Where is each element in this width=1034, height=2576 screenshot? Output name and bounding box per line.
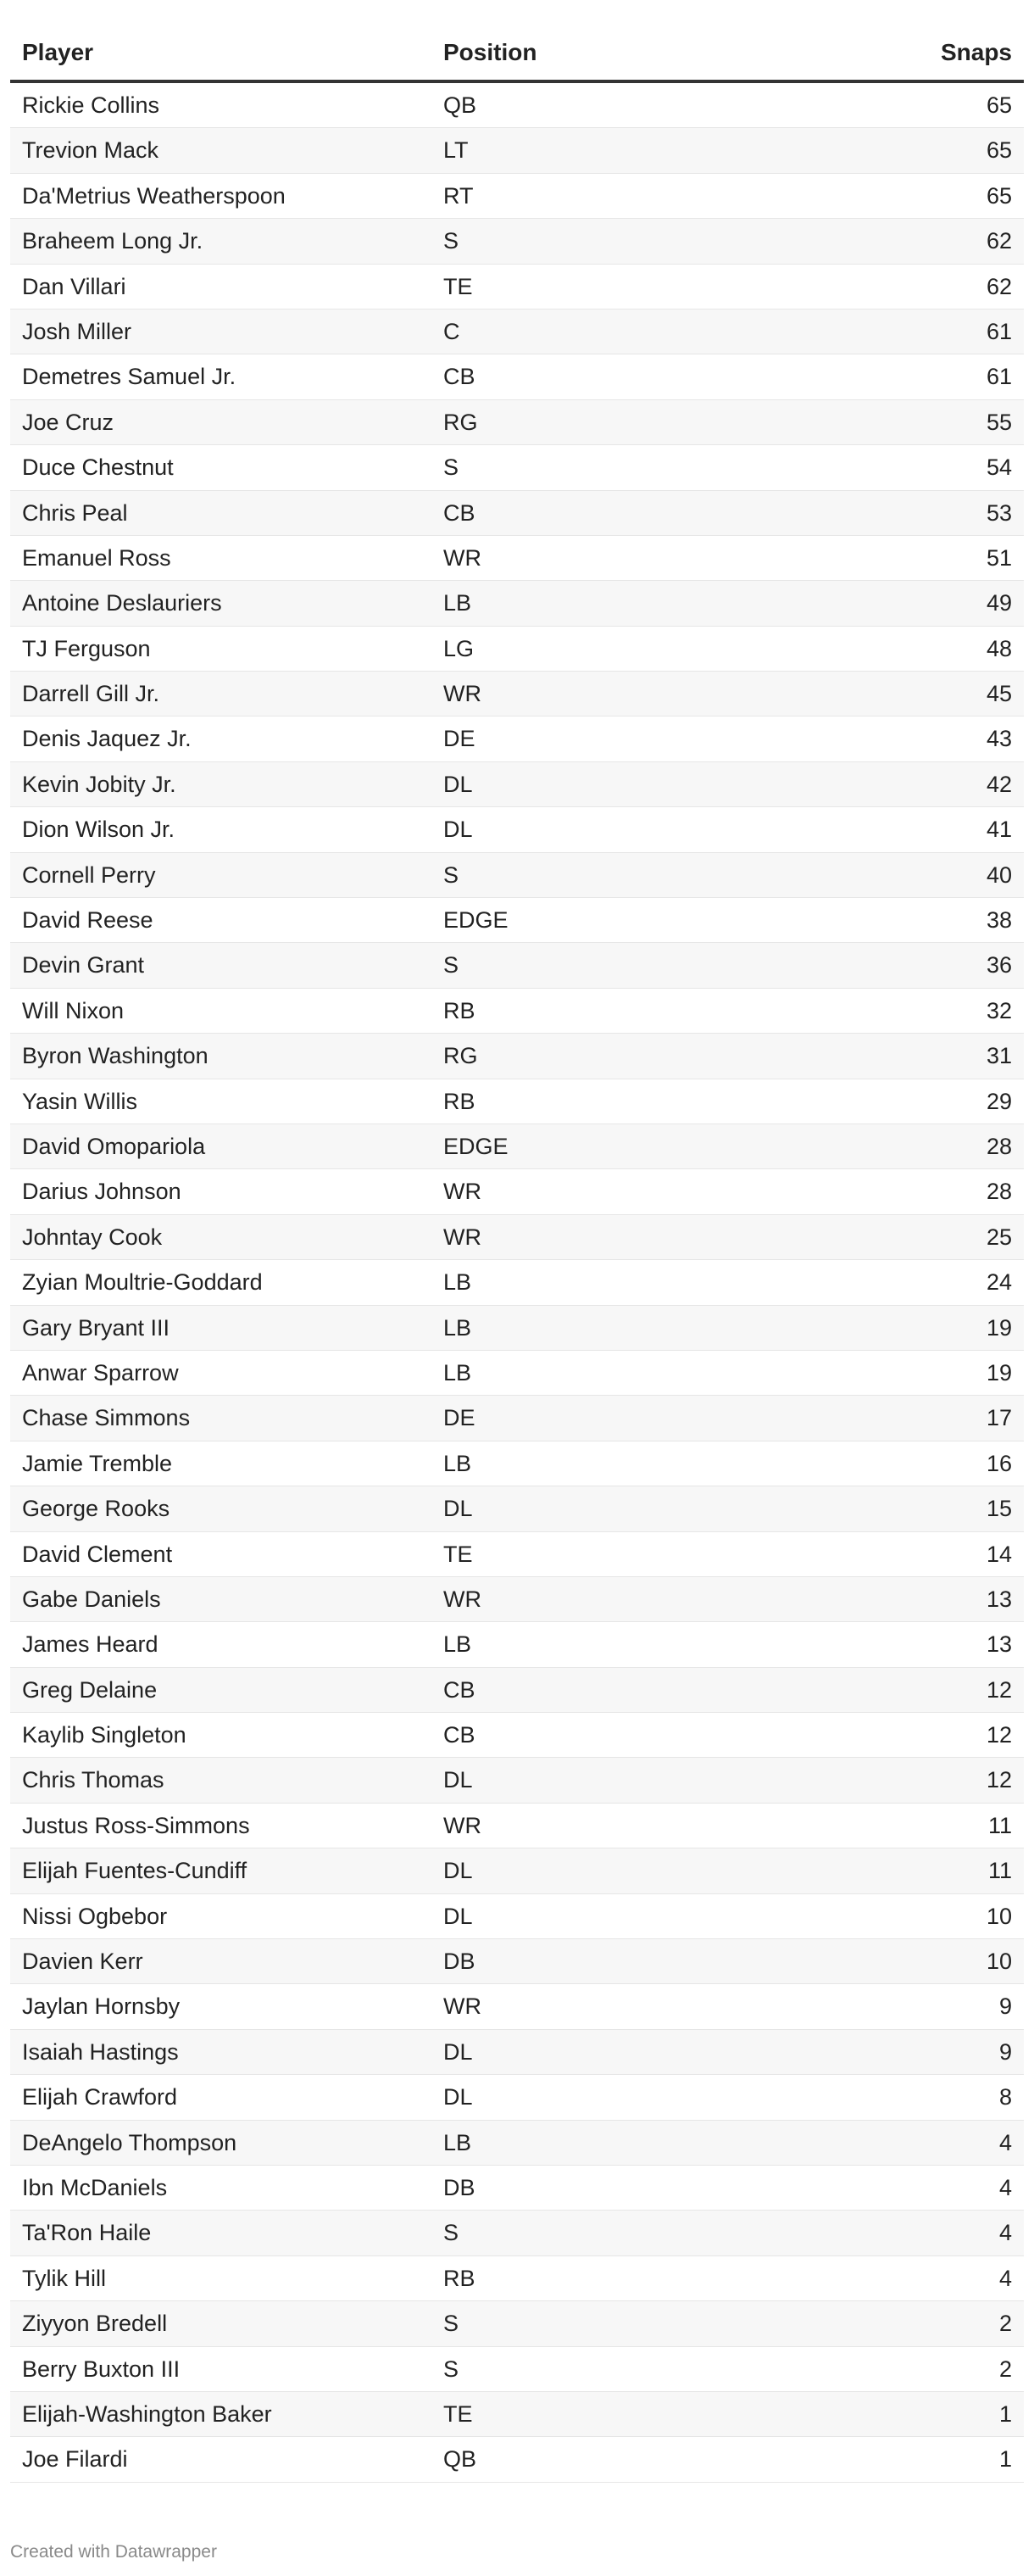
cell-position: LB [443,1631,472,1658]
table-row [10,853,1024,898]
cell-player: DeAngelo Thompson [22,2129,237,2155]
cell-player: Will Nixon [22,997,125,1023]
cell-player: Elijah Crawford [22,2084,178,2110]
table-row [10,1306,1024,1351]
cell-snaps: 53 [986,499,1012,526]
cell-player: Darrell Gill Jr. [22,681,160,707]
cell-snaps: 48 [986,635,1012,661]
table-row [10,2121,1024,2166]
cell-position: RB [443,1088,475,1114]
cell-player: Chris Thomas [22,1767,164,1793]
cell-player: Ibn McDaniels [22,2174,168,2200]
cell-snaps: 62 [986,228,1012,254]
cell-player: Jaylan Hornsby [22,1993,181,2020]
cell-player: Joe Cruz [22,409,114,435]
cell-player: James Heard [22,1631,158,1658]
cell-position: S [443,2220,459,2246]
cell-position: DL [443,1496,473,1522]
footer-credit[interactable]: Created with Datawrapper [10,2542,217,2562]
table-row [10,2030,1024,2075]
cell-position: LG [443,635,475,661]
cell-player: Yasin Willis [22,1088,138,1114]
table-row [10,1668,1024,1713]
cell-position: S [443,2356,459,2382]
cell-snaps: 17 [986,1405,1012,1431]
cell-snaps: 4 [998,2129,1012,2155]
table-row [10,2166,1024,2211]
cell-snaps: 31 [986,1043,1012,1069]
cell-snaps: 2 [998,2311,1012,2337]
cell-position: DL [443,771,473,797]
table-row [10,354,1024,399]
cell-snaps: 28 [986,1179,1012,1205]
cell-position: LB [443,590,472,616]
table-row [10,1351,1024,1396]
cell-position: CB [443,364,475,390]
cell-player: David Reese [22,907,153,934]
cell-snaps: 12 [986,1722,1012,1748]
cell-player: Darius Johnson [22,1179,181,1205]
table-row [10,1894,1024,1939]
cell-snaps: 9 [998,1993,1012,2020]
cell-player: Tylik Hill [22,2265,106,2291]
cell-position: S [443,952,459,979]
cell-position: LB [443,1314,472,1341]
cell-snaps: 19 [986,1314,1012,1341]
cell-snaps: 19 [986,1359,1012,1386]
table-row [10,2211,1024,2255]
cell-snaps: 14 [986,1541,1012,1567]
table-row [10,1622,1024,1667]
cell-snaps: 51 [986,544,1012,571]
table-row [10,581,1024,626]
cell-snaps: 4 [998,2265,1012,2291]
cell-snaps: 49 [986,590,1012,616]
cell-snaps: 8 [998,2084,1012,2110]
cell-position: DB [443,1949,475,1975]
cell-snaps: 43 [986,726,1012,752]
table-row [10,1486,1024,1531]
table-row [10,672,1024,716]
cell-position: RT [443,182,474,209]
table-row [10,400,1024,445]
table-row [10,2347,1024,2392]
cell-player: Da'Metrius Weatherspoon [22,182,286,209]
cell-position: S [443,861,459,888]
table-row [10,1079,1024,1124]
cell-position: CB [443,1722,475,1748]
cell-position: CB [443,499,475,526]
cell-snaps: 62 [986,273,1012,299]
header-position[interactable]: Position [443,39,537,65]
table-row [10,1577,1024,1622]
cell-snaps: 38 [986,907,1012,934]
cell-snaps: 24 [986,1269,1012,1296]
cell-position: DB [443,2174,475,2200]
cell-snaps: 12 [986,1767,1012,1793]
cell-player: Josh Miller [22,318,132,344]
table-row [10,445,1024,490]
table-row [10,1939,1024,1984]
cell-player: Dion Wilson Jr. [22,817,175,843]
table-row [10,1713,1024,1758]
cell-player: Chris Peal [22,499,128,526]
table-row [10,1169,1024,1214]
cell-player: Greg Delaine [22,1676,158,1703]
cell-snaps: 10 [986,1903,1012,1929]
cell-position: DL [443,1903,473,1929]
header-snaps[interactable]: Snaps [940,39,1012,65]
cell-snaps: 13 [986,1631,1012,1658]
table-row [10,1215,1024,1260]
cell-player: Kevin Jobity Jr. [22,771,176,797]
cell-player: Braheem Long Jr. [22,228,203,254]
table-row [10,1034,1024,1079]
cell-position: LB [443,1359,472,1386]
cell-snaps: 42 [986,771,1012,797]
table-row [10,174,1024,219]
cell-snaps: 40 [986,861,1012,888]
cell-snaps: 65 [986,137,1012,164]
cell-position: DL [443,1858,473,1884]
cell-player: Davien Kerr [22,1949,143,1975]
table-row [10,2075,1024,2120]
cell-player: Trevion Mack [22,137,159,164]
cell-player: Ziyyon Bredell [22,2311,168,2337]
table-row [10,1532,1024,1577]
cell-position: RB [443,997,475,1023]
cell-position: RB [443,2265,475,2291]
cell-player: Isaiah Hastings [22,2038,179,2065]
cell-position: S [443,2311,459,2337]
cell-player: Cornell Perry [22,861,156,888]
cell-player: Berry Buxton III [22,2356,181,2382]
table-row [10,2437,1024,2482]
cell-snaps: 4 [998,2174,1012,2200]
cell-snaps: 29 [986,1088,1012,1114]
cell-snaps: 10 [986,1949,1012,1975]
cell-position: C [443,318,460,344]
table-row [10,627,1024,672]
cell-player: David Omopariola [22,1133,206,1159]
cell-snaps: 41 [986,817,1012,843]
cell-player: Justus Ross-Simmons [22,1812,250,1838]
cell-player: Kaylib Singleton [22,1722,186,1748]
table-row [10,898,1024,943]
cell-player: Antoine Deslauriers [22,590,222,616]
cell-position: EDGE [443,1133,509,1159]
cell-player: Emanuel Ross [22,544,171,571]
cell-snaps: 15 [986,1496,1012,1522]
cell-snaps: 11 [987,1858,1012,1884]
cell-position: S [443,454,459,481]
cell-player: Dan Villari [22,273,126,299]
cell-snaps: 12 [986,1676,1012,1703]
cell-snaps: 36 [986,952,1012,979]
cell-snaps: 1 [998,2446,1012,2473]
cell-position: WR [443,681,481,707]
cell-snaps: 16 [986,1450,1012,1476]
table-row [10,219,1024,264]
table-row [10,265,1024,309]
cell-position: S [443,228,459,254]
snap-count-table [10,27,1024,2483]
table-row [10,1848,1024,1893]
header-player[interactable]: Player [22,39,94,65]
cell-snaps: 13 [986,1586,1012,1612]
cell-snaps: 61 [986,318,1012,344]
cell-position: DL [443,817,473,843]
cell-position: RG [443,409,478,435]
table-row [10,989,1024,1034]
table-body [10,83,1024,2483]
table-row [10,1804,1024,1848]
cell-position: DE [443,1405,475,1431]
cell-position: LB [443,1269,472,1296]
cell-snaps: 65 [986,92,1012,118]
cell-snaps: 65 [986,182,1012,209]
table-row [10,309,1024,354]
cell-player: Elijah Fuentes-Cundiff [22,1858,247,1884]
cell-snaps: 4 [998,2220,1012,2246]
cell-player: Jamie Tremble [22,1450,173,1476]
cell-position: WR [443,1586,481,1612]
cell-position: LB [443,1450,472,1476]
cell-position: WR [443,1812,481,1838]
cell-position: DL [443,1767,473,1793]
table-row [10,1124,1024,1169]
cell-player: Demetres Samuel Jr. [22,364,236,390]
cell-player: Rickie Collins [22,92,160,118]
cell-snaps: 2 [998,2356,1012,2382]
cell-position: TE [443,1541,473,1567]
cell-position: LB [443,2129,472,2155]
cell-player: Ta'Ron Haile [22,2220,152,2246]
cell-player: Elijah-Washington Baker [22,2400,272,2427]
cell-player: Johntay Cook [22,1224,163,1250]
table-row [10,943,1024,988]
cell-player: TJ Ferguson [22,635,151,661]
cell-position: WR [443,1993,481,2020]
cell-player: Nissi Ogbebor [22,1903,168,1929]
table-row [10,807,1024,852]
cell-position: DL [443,2038,473,2065]
cell-position: DE [443,726,475,752]
table-row [10,2256,1024,2301]
cell-position: WR [443,1179,481,1205]
cell-snaps: 61 [986,364,1012,390]
table-row [10,1441,1024,1486]
cell-player: Devin Grant [22,952,145,979]
cell-snaps: 1 [998,2400,1012,2427]
cell-snaps: 28 [986,1133,1012,1159]
cell-position: WR [443,544,481,571]
cell-player: Byron Washington [22,1043,208,1069]
table-row [10,1984,1024,2029]
cell-player: David Clement [22,1541,173,1567]
cell-player: Gary Bryant III [22,1314,170,1341]
cell-player: Duce Chestnut [22,454,174,481]
cell-snaps: 11 [987,1812,1012,1838]
cell-position: EDGE [443,907,509,934]
table-row [10,491,1024,536]
table-row [10,716,1024,761]
table-header [10,27,1024,83]
table-row [10,1396,1024,1441]
table-row [10,536,1024,581]
table-row [10,128,1024,173]
cell-player: Chase Simmons [22,1405,191,1431]
cell-player: Zyian Moultrie-Goddard [22,1269,263,1296]
cell-position: QB [443,92,477,118]
table-row [10,2301,1024,2346]
cell-snaps: 9 [998,2038,1012,2065]
cell-snaps: 54 [986,454,1012,481]
cell-position: TE [443,2400,473,2427]
cell-snaps: 45 [986,681,1012,707]
cell-position: CB [443,1676,475,1703]
table-row [10,83,1024,128]
cell-position: TE [443,273,473,299]
cell-player: Denis Jaquez Jr. [22,726,192,752]
cell-snaps: 32 [986,997,1012,1023]
cell-position: LT [443,137,469,164]
cell-snaps: 25 [986,1224,1012,1250]
cell-position: DL [443,2084,473,2110]
cell-player: Anwar Sparrow [22,1359,179,1386]
cell-position: WR [443,1224,481,1250]
cell-player: George Rooks [22,1496,170,1522]
cell-snaps: 55 [986,409,1012,435]
table-row [10,1260,1024,1305]
cell-position: QB [443,2446,477,2473]
table-row [10,762,1024,807]
table-row [10,1758,1024,1803]
table-row [10,2392,1024,2437]
cell-player: Joe Filardi [22,2446,128,2473]
cell-player: Gabe Daniels [22,1586,161,1612]
cell-position: RG [443,1043,478,1069]
